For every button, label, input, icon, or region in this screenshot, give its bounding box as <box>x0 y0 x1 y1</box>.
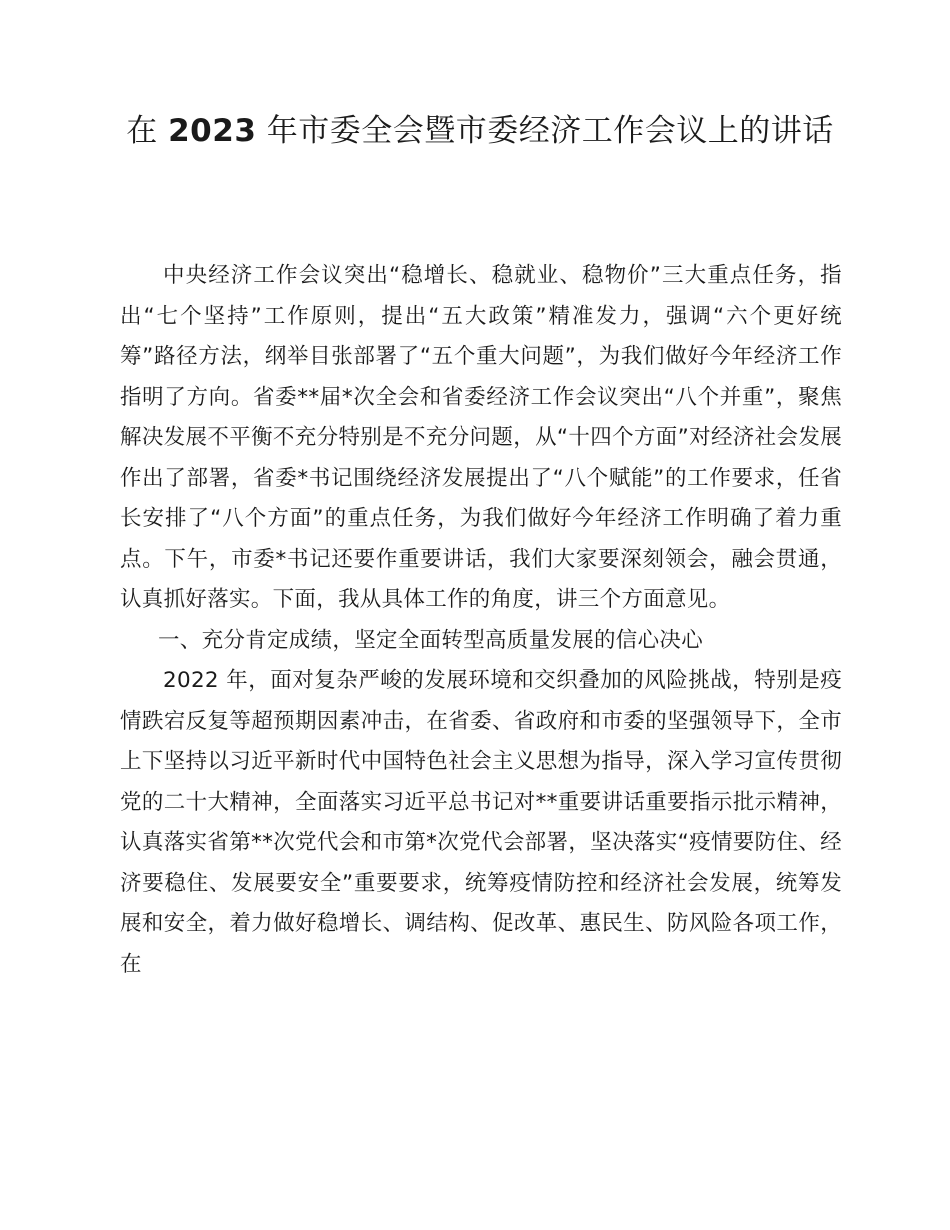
title-year: 2023 <box>168 113 257 149</box>
document-title <box>120 110 840 152</box>
title-suffix: 年市委全会暨市委经济工作会议上的讲话 <box>256 113 834 149</box>
section-paragraph: 2022 年，面对复杂严峻的发展环境和交织叠加的风险挑战，特别是疫情跌宕反复等超预期因素冲击，在省委、省政府和市委的坚强领导下，全市上下坚持以习近平新时代中国特色社会主义思想为指导，深入学习宣传贯彻党的二十大精神，全面落实习近平总书记对**重要讲话重要指示批示精神，认真落实省第**次党代会和市第*次党代会部署，坚决落实“疫情要防住、经济要稳住、发展要安全”重要要求，统筹疫情防控和经济社会发展，统筹发展和安全，着力做好稳增长、调结构、促改革、惠民生、防风险各项工作，在 <box>120 668 842 977</box>
document-body <box>120 256 842 985</box>
intro-paragraph: 中央经济工作会议突出“稳增长、稳就业、稳物价”三大重点任务，指出“七个坚持”工作原则，提出“五大政策”精准发力，强调“六个更好统筹”路径方法，纲举目张部署了“五个重大问题”，为我们做好今年经济工作指明了方向。省委**届*次全会和省委经济工作会议突出“八个并重”，聚焦解决发展不平衡不充分特别是不充分问题，从“十四个方面”对经济社会发展作出了部署，省委*书记围绕经济发展提出了“八个赋能”的工作要求，任省长安排了“八个方面”的重点任务，为我们做好今年经济工作明确了着力重点。下午，市委*书记还要作重要讲话，我们大家要深刻领会，融会贯通，认真抓好落实。下面，我从具体工作的角度，讲三个方面意见。 <box>120 263 842 612</box>
title-prefix: 在 <box>126 113 169 149</box>
section-heading: 一、充分肯定成绩，坚定全面转型高质量发展的信心决心 <box>158 627 704 653</box>
